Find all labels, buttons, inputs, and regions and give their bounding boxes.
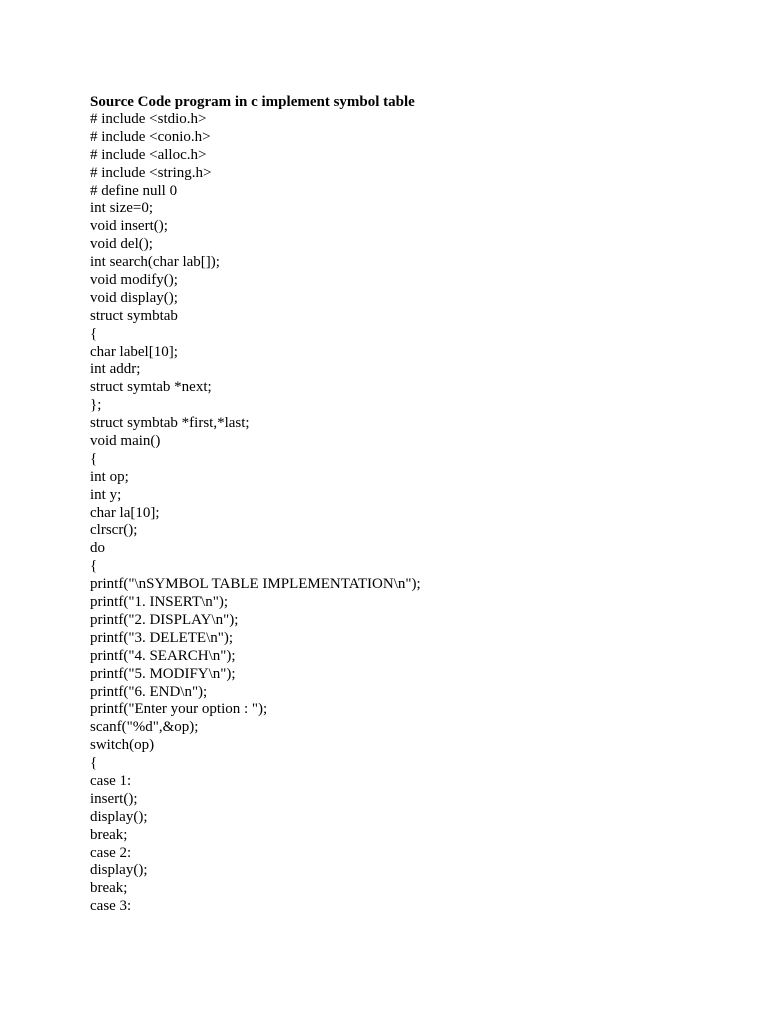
code-line: switch(op) <box>90 737 155 754</box>
code-line: insert(); <box>90 790 138 807</box>
code-line: # define null 0 <box>90 182 178 199</box>
code-line: printf("1. INSERT\n"); <box>90 594 228 611</box>
code-line: display(); <box>90 808 148 825</box>
code-line: struct symbtab *first,*last; <box>90 415 250 432</box>
code-line: { <box>90 755 98 772</box>
code-line: void main() <box>90 433 161 450</box>
code-line: void modify(); <box>90 272 178 289</box>
code-line: scanf("%d",&op); <box>90 719 199 736</box>
code-line: }; <box>90 397 102 414</box>
code-listing <box>90 111 730 916</box>
code-line: case 2: <box>90 844 132 861</box>
code-line: # include <string.h> <box>90 164 212 181</box>
code-line: printf("4. SEARCH\n"); <box>90 647 236 664</box>
document-title: Source Code program in c implement symbol table <box>90 94 415 110</box>
code-line: char la[10]; <box>90 504 160 521</box>
code-line: void insert(); <box>90 218 168 235</box>
code-line: case 3: <box>90 898 132 915</box>
code-line: int search(char lab[]); <box>90 254 220 271</box>
code-line: struct symtab *next; <box>90 379 212 396</box>
code-line: break; <box>90 880 128 897</box>
code-line: char label[10]; <box>90 343 178 360</box>
code-line: do <box>90 540 105 557</box>
code-line: printf("\nSYMBOL TABLE IMPLEMENTATION\n"); <box>90 576 421 593</box>
code-line: printf("5. MODIFY\n"); <box>90 665 236 682</box>
code-line: { <box>90 450 98 467</box>
code-line: # include <stdio.h> <box>90 111 207 127</box>
code-line: break; <box>90 826 128 843</box>
code-line: int y; <box>90 486 122 503</box>
code-line: void display(); <box>90 289 178 306</box>
code-line: printf("6. END\n"); <box>90 683 208 700</box>
code-line: # include <conio.h> <box>90 128 211 145</box>
code-line: void del(); <box>90 236 153 253</box>
code-line: # include <alloc.h> <box>90 146 207 163</box>
code-line: struct symbtab <box>90 307 178 324</box>
code-line: int addr; <box>90 361 141 378</box>
document-content <box>90 93 730 916</box>
code-line: printf("2. DISPLAY\n"); <box>90 611 239 628</box>
code-line: int size=0; <box>90 200 154 217</box>
code-line: { <box>90 558 98 575</box>
code-line: clrscr(); <box>90 522 138 539</box>
code-line: display(); <box>90 862 148 879</box>
code-line: int op; <box>90 468 129 485</box>
code-line: printf("Enter your option : "); <box>90 701 268 718</box>
code-line: { <box>90 325 98 342</box>
code-line: printf("3. DELETE\n"); <box>90 629 234 646</box>
code-line: case 1: <box>90 772 132 789</box>
